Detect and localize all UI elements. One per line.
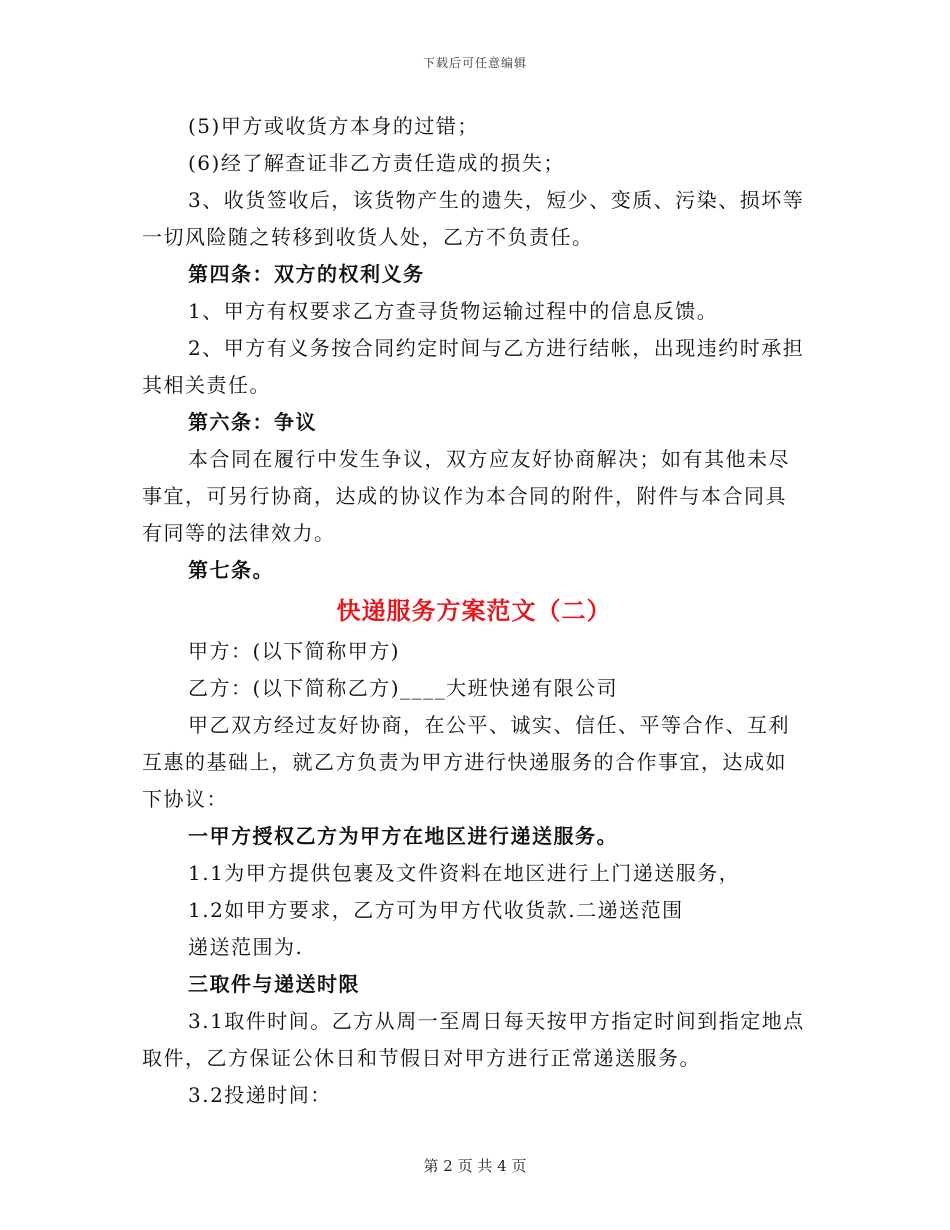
heading-article-7: 第七条。 <box>188 558 274 582</box>
section-1-2: 1.2如甲方要求，乙方可为甲方代收货款.二递送范围 <box>188 898 684 922</box>
clause-3-risk: 3、收货签收后，该货物产生的遗失，短少、变质、污染、损坏等一切风险随之转移到收货人处，乙方不负责任。 <box>142 188 805 249</box>
heading-section-1: 一甲方授权乙方为甲方在地区进行递送服务。 <box>188 824 618 848</box>
clause-5: (5)甲方或收货方本身的过错； <box>188 114 479 138</box>
clause-6: (6)经了解查证非乙方责任造成的损失； <box>188 151 565 175</box>
section-title: 快递服务方案范文（二） <box>336 596 612 625</box>
page-footer: 第 2 页 共 4 页 <box>423 1157 527 1175</box>
section-3-1: 3.1取件时间。乙方从周一至周日每天按甲方指定时间到指定地点取件，乙方保证公休日和节假日对甲方进行正常递送服务。 <box>142 1009 805 1070</box>
delivery-scope: 递送范围为. <box>188 935 304 959</box>
party-a: 甲方：(以下简称甲方) <box>188 639 401 663</box>
document-body <box>142 108 806 1114</box>
article-4-item-1: 1、甲方有权要求乙方查寻货物运输过程中的信息反馈。 <box>188 299 719 323</box>
heading-section-3: 三取件与递送时限 <box>188 972 360 996</box>
heading-article-4: 第四条：双方的权利义务 <box>188 262 425 286</box>
section-3-2: 3.2投递时间： <box>188 1083 332 1107</box>
article-4-item-2: 2、甲方有义务按合同约定时间与乙方进行结帐，出现违约时承担其相关责任。 <box>142 336 805 397</box>
article-6-text: 本合同在履行中发生争议，双方应友好协商解决；如有其他未尽事宜，可另行协商，达成的协议作为本合同的附件，附件与本合同具有同等的法律效力。 <box>142 447 790 545</box>
agreement-intro: 甲乙双方经过友好协商，在公平、诚实、信任、平等合作、互利互惠的基础上，就乙方负责为甲方进行快递服务的合作事宜，达成如下协议： <box>142 713 790 811</box>
heading-article-6: 第六条：争议 <box>188 410 317 434</box>
section-1-1: 1.1为甲方提供包裹及文件资料在地区进行上门递送服务， <box>188 861 741 885</box>
page-header-note: 下载后可任意编辑 <box>422 56 527 70</box>
party-b: 乙方：(以下简称乙方)____大班快递有限公司 <box>188 676 619 700</box>
